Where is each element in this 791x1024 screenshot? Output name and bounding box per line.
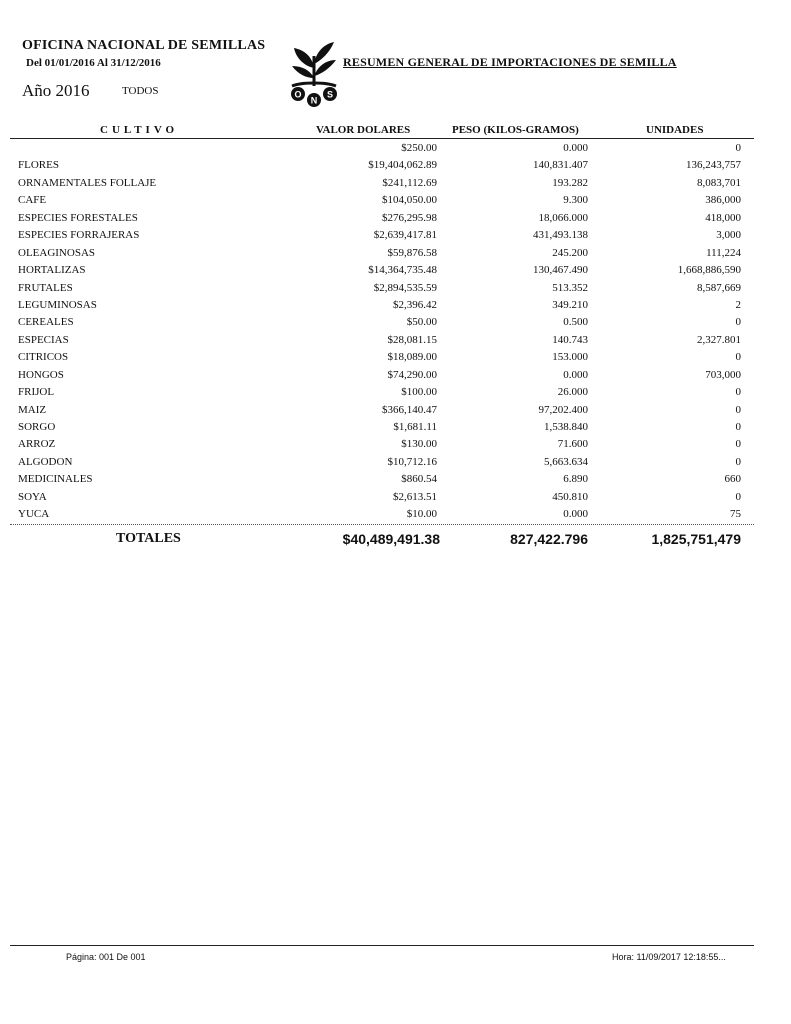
logo-letter-s: S xyxy=(326,89,334,100)
cell-peso: 18,066.000 xyxy=(538,211,588,224)
cell-cultivo: FRIJOL xyxy=(18,386,55,399)
cell-valor: $130.00 xyxy=(401,438,437,451)
ons-logo xyxy=(282,38,346,110)
cell-peso: 349.210 xyxy=(552,298,588,311)
cell-cultivo: ARROZ xyxy=(18,438,56,451)
cell-valor: $10.00 xyxy=(406,508,437,521)
table-row xyxy=(0,490,791,507)
cell-peso: 130,467.490 xyxy=(533,264,588,277)
cell-peso: 245.200 xyxy=(552,246,588,259)
table-row xyxy=(0,246,791,263)
table-row xyxy=(0,263,791,280)
col-header-valor: VALOR DOLARES xyxy=(316,124,411,136)
cell-valor: $2,894,535.59 xyxy=(373,281,437,294)
totals-valor: $40,489,491.38 xyxy=(342,531,440,547)
print-time: Hora: 11/09/2017 12:18:55... xyxy=(612,952,726,962)
cell-peso: 140.743 xyxy=(552,333,588,346)
table-row xyxy=(0,315,791,332)
cell-valor: $1,681.11 xyxy=(393,421,437,433)
cell-valor: $28,081.15 xyxy=(387,333,437,346)
cell-cultivo: ORNAMENTALES FOLLAJE xyxy=(18,176,157,189)
totals-peso: 827,422.796 xyxy=(510,531,588,547)
cell-unidades: 75 xyxy=(730,508,741,521)
cell-unidades: 0 xyxy=(735,421,741,433)
cell-valor: $100.00 xyxy=(401,386,437,399)
table-row xyxy=(0,141,791,158)
cell-cultivo: HONGOS xyxy=(18,368,64,381)
totals-divider xyxy=(10,524,754,525)
cell-cultivo: CAFE xyxy=(18,194,47,207)
cell-valor: $14,364,735.48 xyxy=(368,264,437,277)
cell-unidades: 418,000 xyxy=(705,211,741,224)
cell-peso: 0.500 xyxy=(563,316,588,329)
cell-peso: 0.000 xyxy=(563,142,588,154)
table-row xyxy=(0,403,791,420)
logo-letter-o: O xyxy=(294,89,302,100)
cell-valor: $2,639,417.81 xyxy=(373,229,437,242)
cell-peso: 5,663.634 xyxy=(544,455,588,468)
cell-unidades: 0 xyxy=(735,142,741,154)
cell-cultivo: ESPECIES FORESTALES xyxy=(18,211,138,224)
cell-cultivo: YUCA xyxy=(18,508,50,521)
cell-cultivo: MEDICINALES xyxy=(18,473,93,486)
table-row xyxy=(0,368,791,385)
cell-valor: $276,295.98 xyxy=(382,211,437,224)
cell-valor: $860.54 xyxy=(401,473,437,486)
report-year: Año 2016 xyxy=(22,81,90,100)
table-row xyxy=(0,158,791,175)
cell-cultivo: SORGO xyxy=(18,421,56,433)
cell-unidades: 111,224 xyxy=(706,246,741,259)
table-row xyxy=(0,350,791,367)
cell-peso: 0.000 xyxy=(563,368,588,381)
page-number: Página: 001 De 001 xyxy=(66,952,146,962)
cell-unidades: 8,083,701 xyxy=(697,176,741,189)
cell-cultivo: ESPECIES FORRAJERAS xyxy=(18,229,140,242)
cell-cultivo: OLEAGINOSAS xyxy=(18,246,95,259)
table-row xyxy=(0,281,791,298)
cell-valor: $18,089.00 xyxy=(387,351,437,364)
cell-cultivo: MAIZ xyxy=(18,403,47,416)
table-row xyxy=(0,228,791,245)
cell-cultivo: SOYA xyxy=(18,490,47,503)
seedling-logo-icon xyxy=(282,38,346,110)
cell-valor: $59,876.58 xyxy=(387,246,437,259)
data-table xyxy=(0,141,791,525)
table-row xyxy=(0,333,791,350)
header-divider xyxy=(10,138,754,139)
cell-unidades: 1,668,886,590 xyxy=(677,264,741,277)
cell-cultivo: FLORES xyxy=(18,159,59,172)
totals-label: TOTALES xyxy=(116,531,181,546)
cell-unidades: 8,587,669 xyxy=(697,281,741,294)
report-title: RESUMEN GENERAL DE IMPORTACIONES DE SEMILLA xyxy=(343,55,677,69)
totals-unidades: 1,825,751,479 xyxy=(651,531,741,547)
table-row xyxy=(0,298,791,315)
cell-unidades: 0 xyxy=(735,386,741,399)
col-header-peso: PESO (KILOS-GRAMOS) xyxy=(452,124,579,136)
cell-peso: 26.000 xyxy=(557,386,588,399)
cell-unidades: 0 xyxy=(735,490,741,503)
cell-unidades: 2,327.801 xyxy=(697,333,741,346)
cell-unidades: 0 xyxy=(735,316,741,329)
cell-unidades: 0 xyxy=(735,403,741,416)
cell-valor: $19,404,062.89 xyxy=(368,159,437,172)
cell-unidades: 136,243,757 xyxy=(686,159,741,172)
cell-unidades: 703,000 xyxy=(705,368,741,381)
cell-peso: 513.352 xyxy=(552,281,588,294)
cell-cultivo: FRUTALES xyxy=(18,281,73,294)
cell-peso: 140,831.407 xyxy=(533,159,588,172)
cell-peso: 450.810 xyxy=(552,490,588,503)
cell-cultivo: ESPECIAS xyxy=(18,333,69,346)
cell-peso: 9.300 xyxy=(563,194,588,207)
cell-unidades: 3,000 xyxy=(716,229,741,242)
cell-valor: $10,712.16 xyxy=(387,455,437,468)
cell-valor: $241,112.69 xyxy=(382,176,437,189)
cell-peso: 97,202.400 xyxy=(538,403,588,416)
table-row xyxy=(0,437,791,454)
table-row xyxy=(0,385,791,402)
table-row xyxy=(0,420,791,437)
cell-valor: $2,396.42 xyxy=(393,298,437,311)
cell-valor: $250.00 xyxy=(401,142,437,154)
cell-cultivo: CITRICOS xyxy=(18,351,69,364)
org-name: OFICINA NACIONAL DE SEMILLAS xyxy=(22,38,266,53)
cell-unidades: 2 xyxy=(735,298,741,311)
cell-peso: 431,493.138 xyxy=(533,229,588,242)
cell-valor: $104,050.00 xyxy=(382,194,437,207)
cell-unidades: 660 xyxy=(724,473,741,486)
cell-cultivo: CEREALES xyxy=(18,316,74,329)
cell-unidades: 0 xyxy=(735,351,741,364)
cell-cultivo: ALGODON xyxy=(18,455,73,468)
cell-cultivo: HORTALIZAS xyxy=(18,264,86,277)
cell-valor: $2,613.51 xyxy=(393,490,437,503)
cell-peso: 71.600 xyxy=(557,438,588,451)
table-row xyxy=(0,176,791,193)
cell-peso: 1,538.840 xyxy=(544,421,588,433)
table-row xyxy=(0,472,791,489)
table-row xyxy=(0,455,791,472)
col-header-cultivo: CULTIVO xyxy=(100,124,179,136)
cell-cultivo: LEGUMINOSAS xyxy=(18,298,97,311)
cell-valor: $366,140.47 xyxy=(382,403,437,416)
table-row xyxy=(0,211,791,228)
table-row xyxy=(0,507,791,524)
cell-unidades: 0 xyxy=(735,438,741,451)
crop-filter: TODOS xyxy=(122,85,159,97)
cell-peso: 193.282 xyxy=(552,176,588,189)
cell-peso: 153.000 xyxy=(552,351,588,364)
date-range: Del 01/01/2016 Al 31/12/2016 xyxy=(26,57,161,69)
cell-valor: $74,290.00 xyxy=(387,368,437,381)
logo-letter-n: N xyxy=(310,95,318,106)
cell-peso: 0.000 xyxy=(563,508,588,521)
cell-unidades: 386,000 xyxy=(705,194,741,207)
footer-divider xyxy=(10,945,754,946)
cell-unidades: 0 xyxy=(735,455,741,468)
cell-peso: 6.890 xyxy=(563,473,588,486)
table-row xyxy=(0,193,791,210)
cell-valor: $50.00 xyxy=(406,316,437,329)
col-header-unidades: UNIDADES xyxy=(646,124,704,136)
